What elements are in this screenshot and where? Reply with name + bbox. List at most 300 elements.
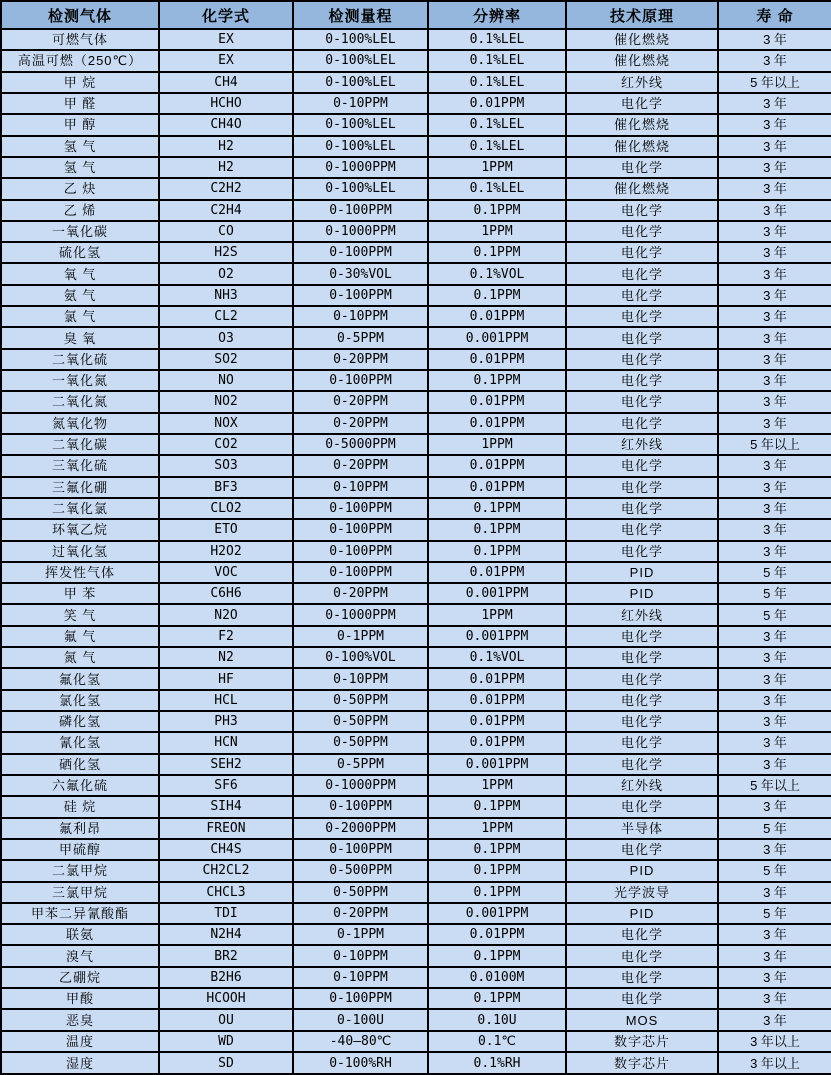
cell-resolution: 0.1%LEL (428, 50, 566, 71)
cell-gas: 过氧化氢 (1, 541, 159, 562)
cell-lifespan: 3 年 (718, 93, 831, 114)
cell-gas: 二氧化碳 (1, 434, 159, 455)
cell-lifespan: 3 年 (718, 391, 831, 412)
table-row (1, 562, 831, 583)
cell-principle: 电化学 (566, 157, 718, 178)
cell-range: 0-100PPM (293, 988, 428, 1009)
cell-principle: 电化学 (566, 690, 718, 711)
cell-formula: SIH4 (159, 796, 293, 817)
table-row (1, 114, 831, 135)
table-row (1, 967, 831, 988)
cell-lifespan: 3 年 (718, 477, 831, 498)
cell-range: 0-50PPM (293, 882, 428, 903)
cell-gas: 六氟化硫 (1, 775, 159, 796)
cell-range: 0-50PPM (293, 732, 428, 753)
cell-range: 0-10PPM (293, 306, 428, 327)
cell-range: 0-20PPM (293, 583, 428, 604)
cell-lifespan: 3 年 (718, 114, 831, 135)
cell-lifespan: 3 年 (718, 263, 831, 284)
cell-formula: CO2 (159, 434, 293, 455)
cell-resolution: 0.1%LEL (428, 178, 566, 199)
cell-resolution: 0.1%LEL (428, 29, 566, 50)
cell-gas: 甲 醇 (1, 114, 159, 135)
cell-formula: N2H4 (159, 924, 293, 945)
table-body (1, 29, 831, 1074)
table-row (1, 796, 831, 817)
cell-principle: 催化燃烧 (566, 50, 718, 71)
cell-lifespan: 3 年以上 (718, 1052, 831, 1074)
cell-formula: NO2 (159, 391, 293, 412)
cell-resolution: 0.01PPM (428, 413, 566, 434)
cell-gas: 乙硼烷 (1, 967, 159, 988)
cell-gas: 一氧化碳 (1, 221, 159, 242)
cell-resolution: 0.001PPM (428, 903, 566, 924)
cell-principle: 光学波导 (566, 882, 718, 903)
cell-gas: 三氟化硼 (1, 477, 159, 498)
table-row (1, 690, 831, 711)
cell-gas: 湿度 (1, 1052, 159, 1074)
cell-range: 0-100PPM (293, 498, 428, 519)
cell-principle: 电化学 (566, 732, 718, 753)
cell-principle: PID (566, 860, 718, 881)
cell-formula: C2H4 (159, 200, 293, 221)
table-row (1, 1052, 831, 1074)
cell-principle: PID (566, 903, 718, 924)
cell-lifespan: 3 年 (718, 796, 831, 817)
table-row (1, 72, 831, 93)
table-row (1, 285, 831, 306)
cell-lifespan: 3 年 (718, 882, 831, 903)
cell-resolution: 1PPM (428, 221, 566, 242)
cell-lifespan: 3 年以上 (718, 1031, 831, 1052)
table-row (1, 455, 831, 476)
cell-principle: PID (566, 583, 718, 604)
table-row (1, 413, 831, 434)
table-row (1, 391, 831, 412)
table-row (1, 668, 831, 689)
cell-formula: SF6 (159, 775, 293, 796)
table-row (1, 477, 831, 498)
cell-formula: NO (159, 370, 293, 391)
cell-resolution: 0.01PPM (428, 711, 566, 732)
cell-range: 0-20PPM (293, 455, 428, 476)
cell-gas: 温度 (1, 1031, 159, 1052)
cell-resolution: 0.01PPM (428, 306, 566, 327)
cell-resolution: 0.1%RH (428, 1052, 566, 1074)
cell-formula: HCN (159, 732, 293, 753)
cell-lifespan: 3 年 (718, 200, 831, 221)
cell-resolution: 0.001PPM (428, 626, 566, 647)
cell-lifespan: 5 年以上 (718, 775, 831, 796)
cell-resolution: 0.1PPM (428, 370, 566, 391)
cell-principle: 数字芯片 (566, 1031, 718, 1052)
cell-gas: 氮氧化物 (1, 413, 159, 434)
cell-gas: 三氧化硫 (1, 455, 159, 476)
cell-principle: 电化学 (566, 967, 718, 988)
table-row (1, 541, 831, 562)
cell-resolution: 0.1PPM (428, 498, 566, 519)
table-row (1, 732, 831, 753)
cell-range: 0-100%RH (293, 1052, 428, 1074)
cell-principle: 电化学 (566, 93, 718, 114)
cell-resolution: 0.1PPM (428, 285, 566, 306)
cell-lifespan: 5 年以上 (718, 72, 831, 93)
table-row (1, 583, 831, 604)
cell-formula: SO3 (159, 455, 293, 476)
cell-gas: 甲硫醇 (1, 839, 159, 860)
cell-formula: CLO2 (159, 498, 293, 519)
cell-resolution: 0.01PPM (428, 690, 566, 711)
cell-range: 0-1000PPM (293, 775, 428, 796)
cell-lifespan: 3 年 (718, 519, 831, 540)
table-row (1, 882, 831, 903)
cell-formula: WD (159, 1031, 293, 1052)
cell-range: 0-1000PPM (293, 221, 428, 242)
cell-formula: CH4O (159, 114, 293, 135)
cell-principle: 电化学 (566, 796, 718, 817)
cell-gas: 氯 气 (1, 306, 159, 327)
cell-formula: C6H6 (159, 583, 293, 604)
cell-lifespan: 3 年 (718, 455, 831, 476)
cell-principle: 电化学 (566, 263, 718, 284)
table-row (1, 839, 831, 860)
cell-resolution: 0.1℃ (428, 1031, 566, 1052)
cell-formula: HCL (159, 690, 293, 711)
cell-range: 0-100%LEL (293, 136, 428, 157)
cell-principle: 电化学 (566, 924, 718, 945)
table-row (1, 327, 831, 348)
column-header-resolution: 分辨率 (428, 1, 566, 29)
cell-resolution: 0.1PPM (428, 988, 566, 1009)
cell-gas: 氮 气 (1, 647, 159, 668)
cell-range: 0-50PPM (293, 711, 428, 732)
table-row (1, 1009, 831, 1030)
cell-gas: 乙 炔 (1, 178, 159, 199)
cell-resolution: 0.1PPM (428, 882, 566, 903)
table-row (1, 306, 831, 327)
cell-formula: O2 (159, 263, 293, 284)
cell-gas: 联氨 (1, 924, 159, 945)
cell-formula: N2 (159, 647, 293, 668)
cell-lifespan: 3 年 (718, 136, 831, 157)
cell-formula: H2O2 (159, 541, 293, 562)
cell-gas: 氟化氢 (1, 668, 159, 689)
cell-gas: 臭 氧 (1, 327, 159, 348)
cell-range: 0-100PPM (293, 839, 428, 860)
table-row (1, 626, 831, 647)
cell-principle: 电化学 (566, 477, 718, 498)
cell-range: 0-1000PPM (293, 604, 428, 625)
cell-lifespan: 3 年 (718, 626, 831, 647)
table-row (1, 903, 831, 924)
cell-resolution: 0.1PPM (428, 200, 566, 221)
column-header-principle: 技术原理 (566, 1, 718, 29)
cell-formula: CHCL3 (159, 882, 293, 903)
cell-principle: 半导体 (566, 818, 718, 839)
cell-lifespan: 3 年 (718, 945, 831, 966)
cell-lifespan: 3 年 (718, 541, 831, 562)
cell-lifespan: 5 年 (718, 818, 831, 839)
header-row (1, 1, 831, 29)
cell-range: 0-10PPM (293, 668, 428, 689)
cell-lifespan: 3 年 (718, 178, 831, 199)
cell-gas: 氢 气 (1, 136, 159, 157)
cell-gas: 甲 苯 (1, 583, 159, 604)
cell-resolution: 0.01PPM (428, 732, 566, 753)
cell-gas: 硅 烷 (1, 796, 159, 817)
cell-formula: OU (159, 1009, 293, 1030)
cell-gas: 挥发性气体 (1, 562, 159, 583)
cell-resolution: 0.0100M (428, 967, 566, 988)
cell-range: 0-5000PPM (293, 434, 428, 455)
table-row (1, 860, 831, 881)
table-row (1, 178, 831, 199)
cell-resolution: 0.1%LEL (428, 72, 566, 93)
cell-resolution: 0.01PPM (428, 924, 566, 945)
cell-principle: 电化学 (566, 626, 718, 647)
cell-lifespan: 5 年 (718, 604, 831, 625)
cell-resolution: 0.01PPM (428, 93, 566, 114)
table-row (1, 221, 831, 242)
table-header (1, 1, 831, 29)
cell-gas: 二氧化氮 (1, 391, 159, 412)
table-row (1, 349, 831, 370)
cell-resolution: 0.1PPM (428, 860, 566, 881)
cell-lifespan: 3 年 (718, 370, 831, 391)
cell-gas: 甲苯二异氰酸酯 (1, 903, 159, 924)
cell-gas: 氰化氢 (1, 732, 159, 753)
cell-range: 0-1PPM (293, 924, 428, 945)
table-row (1, 93, 831, 114)
cell-lifespan: 3 年 (718, 327, 831, 348)
cell-lifespan: 3 年 (718, 988, 831, 1009)
cell-lifespan: 3 年 (718, 242, 831, 263)
cell-principle: 电化学 (566, 647, 718, 668)
cell-principle: 电化学 (566, 754, 718, 775)
cell-resolution: 0.1PPM (428, 242, 566, 263)
cell-range: 0-100PPM (293, 200, 428, 221)
table-row (1, 136, 831, 157)
cell-lifespan: 3 年 (718, 157, 831, 178)
cell-range: 0-20PPM (293, 413, 428, 434)
table-row (1, 498, 831, 519)
cell-resolution: 0.1PPM (428, 945, 566, 966)
cell-lifespan: 3 年 (718, 349, 831, 370)
cell-principle: 电化学 (566, 285, 718, 306)
cell-resolution: 0.1PPM (428, 541, 566, 562)
cell-principle: 电化学 (566, 498, 718, 519)
cell-range: 0-100%LEL (293, 114, 428, 135)
cell-range: 0-5PPM (293, 754, 428, 775)
cell-lifespan: 5 年 (718, 583, 831, 604)
table-row (1, 924, 831, 945)
cell-gas: 甲酸 (1, 988, 159, 1009)
cell-formula: H2 (159, 157, 293, 178)
cell-principle: 电化学 (566, 945, 718, 966)
cell-lifespan: 5 年 (718, 860, 831, 881)
cell-lifespan: 3 年 (718, 29, 831, 50)
cell-resolution: 0.01PPM (428, 455, 566, 476)
cell-lifespan: 3 年 (718, 50, 831, 71)
table-row (1, 519, 831, 540)
cell-range: 0-20PPM (293, 391, 428, 412)
table-row (1, 200, 831, 221)
cell-resolution: 1PPM (428, 775, 566, 796)
cell-formula: F2 (159, 626, 293, 647)
cell-principle: PID (566, 562, 718, 583)
table-row (1, 945, 831, 966)
cell-gas: 环氧乙烷 (1, 519, 159, 540)
cell-gas: 氨 气 (1, 285, 159, 306)
cell-range: 0-5PPM (293, 327, 428, 348)
cell-principle: 红外线 (566, 775, 718, 796)
cell-resolution: 0.1%VOL (428, 647, 566, 668)
cell-lifespan: 3 年 (718, 732, 831, 753)
cell-formula: EX (159, 50, 293, 71)
cell-formula: CO (159, 221, 293, 242)
cell-principle: 电化学 (566, 668, 718, 689)
cell-formula: EX (159, 29, 293, 50)
cell-gas: 氯化氢 (1, 690, 159, 711)
cell-principle: MOS (566, 1009, 718, 1030)
cell-principle: 电化学 (566, 327, 718, 348)
cell-lifespan: 5 年以上 (718, 434, 831, 455)
table-row (1, 263, 831, 284)
cell-principle: 电化学 (566, 242, 718, 263)
cell-lifespan: 3 年 (718, 839, 831, 860)
cell-gas: 可燃气体 (1, 29, 159, 50)
cell-principle: 电化学 (566, 988, 718, 1009)
cell-resolution: 0.1PPM (428, 796, 566, 817)
cell-range: 0-1PPM (293, 626, 428, 647)
cell-range: 0-20PPM (293, 349, 428, 370)
cell-range: 0-100%LEL (293, 72, 428, 93)
cell-resolution: 0.10U (428, 1009, 566, 1030)
cell-gas: 乙 烯 (1, 200, 159, 221)
cell-range: 0-20PPM (293, 903, 428, 924)
cell-principle: 红外线 (566, 434, 718, 455)
cell-principle: 电化学 (566, 455, 718, 476)
cell-range: 0-10PPM (293, 477, 428, 498)
table-row (1, 434, 831, 455)
cell-lifespan: 5 年 (718, 903, 831, 924)
cell-formula: VOC (159, 562, 293, 583)
cell-range: 0-100%LEL (293, 29, 428, 50)
cell-gas: 氧 气 (1, 263, 159, 284)
cell-resolution: 1PPM (428, 434, 566, 455)
cell-resolution: 0.001PPM (428, 583, 566, 604)
cell-principle: 催化燃烧 (566, 136, 718, 157)
cell-principle: 电化学 (566, 370, 718, 391)
cell-principle: 电化学 (566, 200, 718, 221)
cell-lifespan: 3 年 (718, 413, 831, 434)
cell-lifespan: 3 年 (718, 1009, 831, 1030)
cell-principle: 催化燃烧 (566, 29, 718, 50)
cell-formula: H2S (159, 242, 293, 263)
cell-range: 0-100PPM (293, 370, 428, 391)
cell-formula: CH2CL2 (159, 860, 293, 881)
cell-principle: 数字芯片 (566, 1052, 718, 1074)
cell-range: 0-500PPM (293, 860, 428, 881)
cell-lifespan: 3 年 (718, 285, 831, 306)
cell-formula: SD (159, 1052, 293, 1074)
cell-gas: 溴气 (1, 945, 159, 966)
cell-formula: N2O (159, 604, 293, 625)
cell-lifespan: 3 年 (718, 498, 831, 519)
cell-range: 0-1000PPM (293, 157, 428, 178)
cell-range: 0-10PPM (293, 967, 428, 988)
cell-formula: SO2 (159, 349, 293, 370)
cell-principle: 电化学 (566, 711, 718, 732)
cell-gas: 硒化氢 (1, 754, 159, 775)
cell-formula: TDI (159, 903, 293, 924)
cell-range: 0-100%VOL (293, 647, 428, 668)
cell-gas: 氟利昂 (1, 818, 159, 839)
cell-resolution: 1PPM (428, 157, 566, 178)
cell-gas: 氟 气 (1, 626, 159, 647)
cell-lifespan: 3 年 (718, 306, 831, 327)
cell-principle: 电化学 (566, 306, 718, 327)
cell-lifespan: 3 年 (718, 967, 831, 988)
cell-formula: NH3 (159, 285, 293, 306)
cell-resolution: 0.01PPM (428, 668, 566, 689)
cell-range: 0-100PPM (293, 562, 428, 583)
cell-range: 0-100%LEL (293, 50, 428, 71)
cell-gas: 甲 烷 (1, 72, 159, 93)
cell-lifespan: 3 年 (718, 668, 831, 689)
cell-principle: 电化学 (566, 413, 718, 434)
cell-range: -40—80℃ (293, 1031, 428, 1052)
cell-range: 0-100PPM (293, 541, 428, 562)
cell-range: 0-10PPM (293, 945, 428, 966)
cell-resolution: 0.01PPM (428, 391, 566, 412)
cell-resolution: 0.1%LEL (428, 114, 566, 135)
cell-range: 0-100PPM (293, 285, 428, 306)
column-header-gas: 检测气体 (1, 1, 159, 29)
table-row (1, 604, 831, 625)
cell-formula: H2 (159, 136, 293, 157)
cell-resolution: 0.1PPM (428, 839, 566, 860)
cell-principle: 电化学 (566, 349, 718, 370)
cell-formula: C2H2 (159, 178, 293, 199)
cell-range: 0-10PPM (293, 93, 428, 114)
table-row (1, 647, 831, 668)
cell-range: 0-100%LEL (293, 178, 428, 199)
cell-gas: 硫化氢 (1, 242, 159, 263)
table-row (1, 242, 831, 263)
cell-principle: 电化学 (566, 221, 718, 242)
cell-lifespan: 3 年 (718, 647, 831, 668)
table-row (1, 754, 831, 775)
cell-formula: HCHO (159, 93, 293, 114)
cell-resolution: 1PPM (428, 604, 566, 625)
cell-formula: BF3 (159, 477, 293, 498)
cell-gas: 恶臭 (1, 1009, 159, 1030)
cell-range: 0-2000PPM (293, 818, 428, 839)
cell-principle: 电化学 (566, 839, 718, 860)
cell-lifespan: 3 年 (718, 690, 831, 711)
cell-formula: HF (159, 668, 293, 689)
cell-principle: 红外线 (566, 604, 718, 625)
cell-formula: BR2 (159, 945, 293, 966)
table-row (1, 1031, 831, 1052)
cell-gas: 三氯甲烷 (1, 882, 159, 903)
cell-resolution: 0.01PPM (428, 477, 566, 498)
cell-range: 0-100U (293, 1009, 428, 1030)
cell-resolution: 0.1%LEL (428, 136, 566, 157)
cell-lifespan: 3 年 (718, 754, 831, 775)
cell-principle: 红外线 (566, 72, 718, 93)
